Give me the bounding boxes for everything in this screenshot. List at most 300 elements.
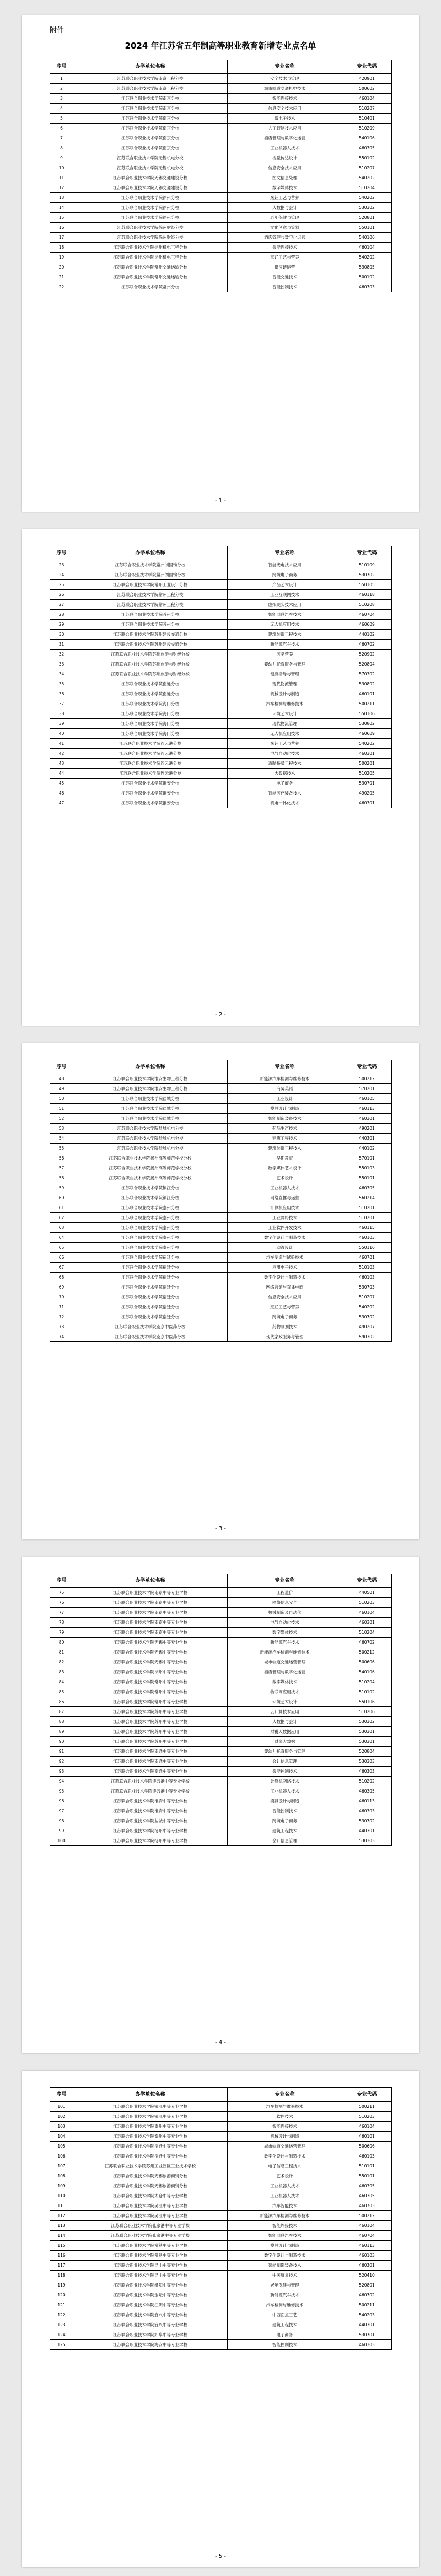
cell-code: 530301 bbox=[342, 1737, 392, 1747]
cell-code: 460305 bbox=[342, 143, 392, 153]
table-row bbox=[50, 282, 392, 292]
cell-code: 440501 bbox=[342, 1588, 392, 1598]
cell-code: 530303 bbox=[342, 1757, 392, 1767]
cell-school: 江苏联合职业技术学院常州刘国钧分校 bbox=[73, 560, 228, 570]
cell-code: 460704 bbox=[342, 2231, 392, 2241]
cell-index: 11 bbox=[50, 173, 73, 183]
cell-major: 现代物流管理 bbox=[228, 719, 342, 729]
header-major: 专业名称 bbox=[228, 1574, 342, 1588]
cell-major: 智能焊接技术 bbox=[228, 94, 342, 104]
cell-index: 99 bbox=[50, 1826, 73, 1836]
cell-school: 江苏联合职业技术学院常州刘国钧分校 bbox=[73, 570, 228, 580]
cell-major: 电子商务 bbox=[228, 2330, 342, 2340]
cell-index: 77 bbox=[50, 1608, 73, 1618]
cell-code: 530302 bbox=[342, 203, 392, 213]
table-row bbox=[50, 769, 392, 779]
cell-major: 机械设计与制造 bbox=[228, 2132, 342, 2142]
cell-school: 江苏联合职业技术学院泰州分校 bbox=[73, 1213, 228, 1223]
cell-school: 江苏联合职业技术学院无锡旅游商贸分校 bbox=[73, 2171, 228, 2181]
cell-school: 江苏联合职业技术学院张家港中等专业学校 bbox=[73, 2231, 228, 2241]
cell-school: 江苏联合职业技术学院常州工程分校 bbox=[73, 600, 228, 610]
header-index: 序号 bbox=[50, 2088, 73, 2102]
cell-index: 42 bbox=[50, 749, 73, 759]
cell-school: 江苏联合职业技术学院苏州中等专业学校 bbox=[73, 1727, 228, 1737]
cell-index: 100 bbox=[50, 1836, 73, 1846]
header-major: 专业名称 bbox=[228, 60, 342, 74]
cell-code: 440301 bbox=[342, 1134, 392, 1144]
cell-code: 460103 bbox=[342, 2151, 392, 2161]
cell-major: 虚拟现实技术应用 bbox=[228, 600, 342, 610]
cell-index: 1 bbox=[50, 74, 73, 84]
cell-major: 汽车检测与维修技术 bbox=[228, 2300, 342, 2310]
table-row bbox=[50, 1084, 392, 1094]
table-row bbox=[50, 1332, 392, 1342]
table-row bbox=[50, 193, 392, 203]
cell-code: 510205 bbox=[342, 769, 392, 779]
cell-code: 460702 bbox=[342, 2290, 392, 2300]
cell-index: 93 bbox=[50, 1767, 73, 1777]
cell-code: 500212 bbox=[342, 1074, 392, 1084]
cell-major: 工业机器人技术 bbox=[228, 1183, 342, 1193]
cell-school: 江苏联合职业技术学院常熟中等专业学校 bbox=[73, 2251, 228, 2261]
cell-major: 酒店管理与数字化运营 bbox=[228, 133, 342, 143]
cell-index: 85 bbox=[50, 1687, 73, 1697]
cell-school: 江苏联合职业技术学院扬州高等师范学校分校 bbox=[73, 1163, 228, 1173]
cell-code: 550105 bbox=[342, 580, 392, 590]
cell-school: 江苏联合职业技术学院太仓中等专业学校 bbox=[73, 2191, 228, 2201]
cell-code: 510206 bbox=[342, 1707, 392, 1717]
cell-code: 510204 bbox=[342, 1628, 392, 1638]
cell-index: 80 bbox=[50, 1638, 73, 1647]
cell-index: 73 bbox=[50, 1322, 73, 1332]
table-row bbox=[50, 262, 392, 272]
header-school: 办学单位名称 bbox=[73, 1060, 228, 1074]
cell-major: 大数据与会计 bbox=[228, 1717, 342, 1727]
cell-index: 58 bbox=[50, 1173, 73, 1183]
cell-school: 江苏联合职业技术学院镇江中等专业学校 bbox=[73, 2112, 228, 2122]
cell-index: 117 bbox=[50, 2261, 73, 2271]
program-table bbox=[50, 546, 392, 808]
cell-school: 江苏联合职业技术学院盐城分校 bbox=[73, 1114, 228, 1124]
cell-school: 江苏联合职业技术学院苏州旅游与财经分校 bbox=[73, 650, 228, 659]
cell-index: 82 bbox=[50, 1657, 73, 1667]
program-table bbox=[50, 1060, 392, 1342]
table-row bbox=[50, 798, 392, 808]
table-row bbox=[50, 1292, 392, 1302]
table-row bbox=[50, 2132, 392, 2142]
cell-code: 500102 bbox=[342, 272, 392, 282]
cell-major: 网络直播与运营 bbox=[228, 1193, 342, 1203]
table-row bbox=[50, 1074, 392, 1084]
cell-code: 460703 bbox=[342, 2201, 392, 2211]
cell-school: 江苏联合职业技术学院连云港中等专业学校 bbox=[73, 1777, 228, 1786]
cell-major: 烹饪工艺与营养 bbox=[228, 1302, 342, 1312]
cell-index: 124 bbox=[50, 2330, 73, 2340]
cell-index: 45 bbox=[50, 779, 73, 788]
table-row bbox=[50, 2300, 392, 2310]
cell-code: 550102 bbox=[342, 153, 392, 163]
cell-major: 汽车智能技术 bbox=[228, 2201, 342, 2211]
cell-index: 10 bbox=[50, 163, 73, 173]
cell-index: 91 bbox=[50, 1747, 73, 1757]
cell-major: 新能源汽车检测与维修技术 bbox=[228, 1647, 342, 1657]
cell-code: 440301 bbox=[342, 1826, 392, 1836]
cell-index: 74 bbox=[50, 1332, 73, 1342]
table-row bbox=[50, 1737, 392, 1747]
cell-index: 78 bbox=[50, 1618, 73, 1628]
header-code: 专业代码 bbox=[342, 60, 392, 74]
table-row bbox=[50, 788, 392, 798]
table-row bbox=[50, 163, 392, 173]
table-row bbox=[50, 2102, 392, 2112]
cell-index: 17 bbox=[50, 233, 73, 243]
cell-index: 87 bbox=[50, 1707, 73, 1717]
cell-school: 江苏联合职业技术学院海门分校 bbox=[73, 699, 228, 709]
cell-index: 75 bbox=[50, 1588, 73, 1598]
cell-code: 500211 bbox=[342, 699, 392, 709]
table-row bbox=[50, 749, 392, 759]
cell-school: 江苏联合职业技术学院南通中等专业学校 bbox=[73, 1747, 228, 1757]
cell-index: 111 bbox=[50, 2201, 73, 2211]
table-row bbox=[50, 2231, 392, 2241]
table-row bbox=[50, 1134, 392, 1144]
page-number: - 2 - bbox=[215, 1012, 226, 1018]
table-header-row bbox=[50, 1060, 392, 1074]
cell-code: 460103 bbox=[342, 2251, 392, 2261]
cell-major: 网络信息安全 bbox=[228, 1598, 342, 1608]
table-row bbox=[50, 1786, 392, 1796]
table-row bbox=[50, 650, 392, 659]
cell-index: 56 bbox=[50, 1153, 73, 1163]
table-row bbox=[50, 94, 392, 104]
cell-code: 460701 bbox=[342, 1253, 392, 1263]
cell-index: 32 bbox=[50, 650, 73, 659]
cell-index: 3 bbox=[50, 94, 73, 104]
cell-code: 510207 bbox=[342, 163, 392, 173]
table-row bbox=[50, 1667, 392, 1677]
table-row bbox=[50, 590, 392, 600]
cell-major: 艺术设计 bbox=[228, 2171, 342, 2181]
cell-code: 510204 bbox=[342, 183, 392, 193]
cell-school: 江苏联合职业技术学院苏州中等专业学校 bbox=[73, 1707, 228, 1717]
table-row bbox=[50, 243, 392, 253]
cell-major: 数字媒体艺术设计 bbox=[228, 1163, 342, 1173]
cell-school: 江苏联合职业技术学院无锡机电分校 bbox=[73, 163, 228, 173]
cell-index: 90 bbox=[50, 1737, 73, 1747]
cell-code: 530301 bbox=[342, 1727, 392, 1737]
cell-major: 计算机应用技术 bbox=[228, 1203, 342, 1213]
cell-major: 财务大数据 bbox=[228, 1737, 342, 1747]
cell-code: 460101 bbox=[342, 2132, 392, 2142]
cell-school: 江苏联合职业技术学院南京分校 bbox=[73, 143, 228, 153]
cell-major: 中西面点工艺 bbox=[228, 2310, 342, 2320]
table-row bbox=[50, 1273, 392, 1282]
cell-index: 107 bbox=[50, 2161, 73, 2171]
cell-index: 62 bbox=[50, 1213, 73, 1223]
cell-school: 江苏联合职业技术学院盐城机电分校 bbox=[73, 1144, 228, 1153]
cell-index: 47 bbox=[50, 798, 73, 808]
cell-school: 江苏联合职业技术学院南京中等专业学校 bbox=[73, 1598, 228, 1608]
cell-index: 121 bbox=[50, 2300, 73, 2310]
page-number: - 1 - bbox=[215, 498, 226, 504]
cell-code: 540202 bbox=[342, 173, 392, 183]
cell-major: 电气自动化技术 bbox=[228, 749, 342, 759]
table-row bbox=[50, 580, 392, 590]
cell-code: 570302 bbox=[342, 669, 392, 679]
cell-school: 江苏联合职业技术学院海门分校 bbox=[73, 709, 228, 719]
cell-school: 江苏联合职业技术学院宜兴中等专业学校 bbox=[73, 2310, 228, 2320]
cell-school: 江苏联合职业技术学院徐州分校 bbox=[73, 193, 228, 203]
cell-school: 江苏联合职业技术学院昆山中等专业学校 bbox=[73, 2261, 228, 2271]
table-row bbox=[50, 719, 392, 729]
table-row bbox=[50, 183, 392, 193]
cell-code: 520804 bbox=[342, 1747, 392, 1757]
table-row bbox=[50, 1183, 392, 1193]
cell-index: 72 bbox=[50, 1312, 73, 1322]
cell-index: 105 bbox=[50, 2142, 73, 2151]
cell-code: 460104 bbox=[342, 243, 392, 253]
table-row bbox=[50, 729, 392, 739]
cell-school: 江苏联合职业技术学院南京分校 bbox=[73, 104, 228, 114]
attachment-label: 附件 bbox=[50, 26, 64, 35]
cell-school: 江苏联合职业技术学院常州工程分校 bbox=[73, 590, 228, 600]
cell-code: 510207 bbox=[342, 1292, 392, 1302]
cell-code: 530702 bbox=[342, 1816, 392, 1826]
cell-code: 540202 bbox=[342, 253, 392, 262]
cell-index: 36 bbox=[50, 689, 73, 699]
table-row bbox=[50, 2191, 392, 2201]
cell-index: 35 bbox=[50, 679, 73, 689]
cell-major: 城市轨道交通运营管理 bbox=[228, 2142, 342, 2151]
cell-major: 智能制造装备技术 bbox=[228, 2261, 342, 2271]
cell-school: 江苏联合职业技术学院常州分校 bbox=[73, 282, 228, 292]
cell-index: 14 bbox=[50, 203, 73, 213]
cell-index: 50 bbox=[50, 1094, 73, 1104]
cell-index: 12 bbox=[50, 183, 73, 193]
cell-code: 510207 bbox=[342, 104, 392, 114]
cell-index: 109 bbox=[50, 2181, 73, 2191]
cell-code: 500211 bbox=[342, 2300, 392, 2310]
cell-major: 建筑工程技术 bbox=[228, 1826, 342, 1836]
table-row bbox=[50, 610, 392, 620]
cell-major: 机械设计与制造 bbox=[228, 689, 342, 699]
cell-major: 机电一体化技术 bbox=[228, 798, 342, 808]
cell-index: 92 bbox=[50, 1757, 73, 1767]
cell-school: 江苏联合职业技术学院常州交通运输分校 bbox=[73, 262, 228, 272]
cell-code: 510401 bbox=[342, 114, 392, 124]
cell-code: 570201 bbox=[342, 1084, 392, 1094]
table-row bbox=[50, 1282, 392, 1292]
cell-index: 106 bbox=[50, 2151, 73, 2161]
cell-index: 122 bbox=[50, 2310, 73, 2320]
table-header-row bbox=[50, 546, 392, 560]
page-number: - 3 - bbox=[215, 1526, 226, 1532]
cell-school: 江苏联合职业技术学院昆山中等专业学校 bbox=[73, 2271, 228, 2280]
cell-code: 520410 bbox=[342, 2271, 392, 2280]
cell-school: 江苏联合职业技术学院南京中等专业学校 bbox=[73, 1628, 228, 1638]
cell-school: 江苏联合职业技术学院连云港分校 bbox=[73, 759, 228, 769]
table-row bbox=[50, 1598, 392, 1608]
cell-index: 33 bbox=[50, 659, 73, 669]
cell-school: 江苏联合职业技术学院常州中等专业学校 bbox=[73, 1687, 228, 1697]
cell-major: 跨境电子商务 bbox=[228, 570, 342, 580]
cell-school: 江苏联合职业技术学院南通中等专业学校 bbox=[73, 1757, 228, 1767]
cell-school: 江苏联合职业技术学院盐城机电分校 bbox=[73, 1124, 228, 1134]
table-row bbox=[50, 124, 392, 133]
cell-code: 460104 bbox=[342, 1608, 392, 1618]
cell-code: 510109 bbox=[342, 560, 392, 570]
cell-major: 建筑工程技术 bbox=[228, 1134, 342, 1144]
cell-index: 44 bbox=[50, 769, 73, 779]
cell-school: 江苏联合职业技术学院南京分校 bbox=[73, 114, 228, 124]
cell-code: 530703 bbox=[342, 1282, 392, 1292]
cell-code: 460104 bbox=[342, 2221, 392, 2231]
table-row bbox=[50, 223, 392, 233]
cell-code: 460115 bbox=[342, 1223, 392, 1233]
table-row bbox=[50, 2221, 392, 2231]
cell-school: 江苏联合职业技术学院宿迁分校 bbox=[73, 1292, 228, 1302]
cell-major: 智能制造装备技术 bbox=[228, 1114, 342, 1124]
cell-major: 建筑工程技术 bbox=[228, 2320, 342, 2330]
cell-major: 工业网络技术 bbox=[228, 1213, 342, 1223]
cell-major: 工业机器人技术 bbox=[228, 143, 342, 153]
cell-index: 61 bbox=[50, 1203, 73, 1213]
table-header-row bbox=[50, 1574, 392, 1588]
cell-code: 550101 bbox=[342, 2171, 392, 2181]
cell-index: 57 bbox=[50, 1163, 73, 1173]
cell-school: 江苏联合职业技术学院南通分校 bbox=[73, 689, 228, 699]
cell-major: 物联网应用技术 bbox=[228, 1687, 342, 1697]
cell-index: 38 bbox=[50, 709, 73, 719]
cell-index: 15 bbox=[50, 213, 73, 223]
cell-index: 41 bbox=[50, 739, 73, 749]
cell-major: 数字化设计与制造技术 bbox=[228, 1273, 342, 1282]
header-index: 序号 bbox=[50, 1060, 73, 1074]
cell-major: 烹饪工艺与营养 bbox=[228, 739, 342, 749]
cell-index: 53 bbox=[50, 1124, 73, 1134]
cell-code: 460303 bbox=[342, 1767, 392, 1777]
cell-index: 23 bbox=[50, 560, 73, 570]
cell-code: 570101 bbox=[342, 1153, 392, 1163]
cell-major: 工业机器人技术 bbox=[228, 2181, 342, 2191]
cell-school: 江苏联合职业技术学院宿迁分校 bbox=[73, 1282, 228, 1292]
table-row bbox=[50, 739, 392, 749]
header-index: 序号 bbox=[50, 1574, 73, 1588]
header-code: 专业代码 bbox=[342, 546, 392, 560]
cell-major: 工业软件开发技术 bbox=[228, 1223, 342, 1233]
cell-code: 460113 bbox=[342, 1796, 392, 1806]
cell-code: 520804 bbox=[342, 659, 392, 669]
table-row bbox=[50, 1104, 392, 1114]
cell-code: 460305 bbox=[342, 2181, 392, 2191]
cell-school: 江苏联合职业技术学院宿迁中等专业学校 bbox=[73, 2142, 228, 2151]
cell-index: 54 bbox=[50, 1134, 73, 1144]
cell-major: 酒店管理与数字化运营 bbox=[228, 1667, 342, 1677]
cell-major: 电子信息工程技术 bbox=[228, 2161, 342, 2171]
cell-index: 25 bbox=[50, 580, 73, 590]
table-row bbox=[50, 779, 392, 788]
cell-major: 智能网联汽车技术 bbox=[228, 2231, 342, 2241]
table-row bbox=[50, 203, 392, 213]
cell-index: 94 bbox=[50, 1777, 73, 1786]
cell-index: 119 bbox=[50, 2280, 73, 2290]
table-row bbox=[50, 1588, 392, 1598]
document-page bbox=[22, 2071, 419, 2567]
cell-index: 98 bbox=[50, 1816, 73, 1826]
cell-major: 烹饪工艺与营养 bbox=[228, 193, 342, 203]
cell-index: 43 bbox=[50, 759, 73, 769]
cell-major: 软件技术 bbox=[228, 2112, 342, 2122]
table-row bbox=[50, 143, 392, 153]
cell-index: 49 bbox=[50, 1084, 73, 1094]
cell-school: 江苏联合职业技术学院常州中等专业学校 bbox=[73, 1697, 228, 1707]
cell-major: 无人机应用技术 bbox=[228, 620, 342, 630]
cell-major: 现代家政服务与管理 bbox=[228, 1332, 342, 1342]
table-row bbox=[50, 570, 392, 580]
cell-school: 江苏联合职业技术学院南京中医药分校 bbox=[73, 1332, 228, 1342]
table-row bbox=[50, 1707, 392, 1717]
header-index: 序号 bbox=[50, 546, 73, 560]
cell-index: 52 bbox=[50, 1114, 73, 1124]
cell-major: 数字化设计与制造技术 bbox=[228, 2251, 342, 2261]
cell-school: 江苏联合职业技术学院南京中等专业学校 bbox=[73, 1588, 228, 1598]
cell-major: 跨境电子商务 bbox=[228, 1312, 342, 1322]
cell-code: 460301 bbox=[342, 749, 392, 759]
cell-code: 510202 bbox=[342, 1777, 392, 1786]
cell-school: 江苏联合职业技术学院如皋中等专业学校 bbox=[73, 2330, 228, 2340]
page-number: - 5 - bbox=[215, 2553, 226, 2559]
cell-code: 500212 bbox=[342, 2211, 392, 2221]
table-row bbox=[50, 2330, 392, 2340]
cell-major: 建筑装饰工程技术 bbox=[228, 1144, 342, 1153]
cell-index: 112 bbox=[50, 2211, 73, 2221]
cell-code: 440301 bbox=[342, 2320, 392, 2330]
cell-school: 江苏联合职业技术学院连云港分校 bbox=[73, 769, 228, 779]
table-row bbox=[50, 560, 392, 570]
cell-school: 江苏联合职业技术学院徐州财经分校 bbox=[73, 233, 228, 243]
table-row bbox=[50, 620, 392, 630]
cell-major: 网络营销与直播电商 bbox=[228, 1282, 342, 1292]
table-row bbox=[50, 1647, 392, 1657]
header-school: 办学单位名称 bbox=[73, 1574, 228, 1588]
table-row bbox=[50, 2122, 392, 2132]
table-row bbox=[50, 2310, 392, 2320]
table-row bbox=[50, 1223, 392, 1233]
cell-major: 智能控制技术 bbox=[228, 282, 342, 292]
cell-index: 67 bbox=[50, 1263, 73, 1273]
table-row bbox=[50, 2142, 392, 2151]
cell-major: 智能控制技术 bbox=[228, 1806, 342, 1816]
cell-code: 460609 bbox=[342, 620, 392, 630]
cell-index: 97 bbox=[50, 1806, 73, 1816]
table-row bbox=[50, 2241, 392, 2251]
cell-code: 590302 bbox=[342, 1332, 392, 1342]
cell-index: 103 bbox=[50, 2122, 73, 2132]
cell-code: 520902 bbox=[342, 650, 392, 659]
cell-major: 汽车检测与维修技术 bbox=[228, 2102, 342, 2112]
table-row bbox=[50, 1203, 392, 1213]
cell-school: 江苏联合职业技术学院宿迁中等专业学校 bbox=[73, 2151, 228, 2161]
cell-school: 江苏联合职业技术学院泰州分校 bbox=[73, 1203, 228, 1213]
table-row bbox=[50, 1114, 392, 1124]
table-row bbox=[50, 2151, 392, 2161]
cell-major: 数字化设计与制造技术 bbox=[228, 2151, 342, 2161]
cell-major: 信息安全技术应用 bbox=[228, 163, 342, 173]
table-row bbox=[50, 1836, 392, 1846]
cell-code: 510102 bbox=[342, 1687, 392, 1697]
cell-major: 模具设计与制造 bbox=[228, 1796, 342, 1806]
cell-code: 460303 bbox=[342, 282, 392, 292]
